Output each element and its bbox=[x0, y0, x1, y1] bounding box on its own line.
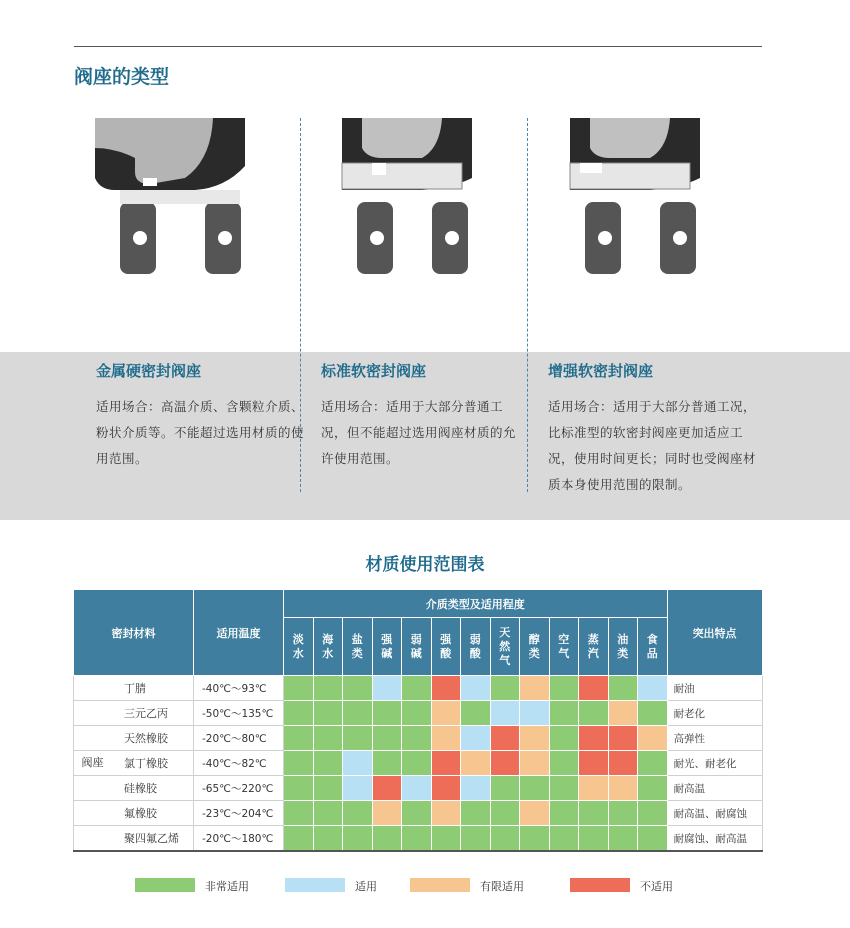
suitability-cell bbox=[638, 676, 668, 701]
suitability-cell bbox=[579, 751, 609, 776]
suitability-cell bbox=[402, 676, 432, 701]
suitability-cell bbox=[490, 776, 520, 801]
header-media-4 bbox=[402, 618, 432, 676]
suitability-cell bbox=[549, 826, 579, 852]
feature-text: 耐老化 bbox=[667, 701, 762, 726]
standard-soft-seat-image bbox=[322, 118, 472, 274]
header-media-label: 强酸 bbox=[440, 632, 452, 660]
header-media-5 bbox=[431, 618, 461, 676]
suitability-cell bbox=[638, 701, 668, 726]
material-name: 聚四氟乙烯 bbox=[74, 826, 194, 852]
suitability-cell bbox=[461, 726, 491, 751]
suitability-cell bbox=[579, 701, 609, 726]
suitability-cell bbox=[372, 726, 402, 751]
suitability-cell bbox=[579, 801, 609, 826]
material-name: 氯丁橡胶 bbox=[74, 751, 194, 776]
suitability-cell bbox=[490, 726, 520, 751]
suitability-cell bbox=[313, 701, 343, 726]
suitability-cell bbox=[402, 776, 432, 801]
suitability-cell bbox=[372, 751, 402, 776]
suitability-cell bbox=[431, 826, 461, 852]
suitability-cell bbox=[343, 751, 373, 776]
section-title: 阀座的类型 bbox=[74, 66, 170, 88]
header-media-9 bbox=[549, 618, 579, 676]
suitability-cell bbox=[372, 701, 402, 726]
material-range-table bbox=[73, 589, 763, 852]
suitability-cell bbox=[343, 826, 373, 852]
header-media-label: 空气 bbox=[558, 632, 570, 660]
header-media-label: 淡水 bbox=[292, 632, 304, 660]
suitability-cell bbox=[608, 826, 638, 852]
temperature-range: -23℃～204℃ bbox=[194, 801, 284, 826]
suitability-cell bbox=[579, 776, 609, 801]
suitability-cell bbox=[343, 776, 373, 801]
card-title-metal: 金属硬密封阀座 bbox=[96, 362, 202, 380]
header-media-6 bbox=[461, 618, 491, 676]
header-media-2 bbox=[343, 618, 373, 676]
legend-label: 非常适用 bbox=[205, 880, 249, 893]
header-material: 密封材料 bbox=[74, 590, 194, 676]
legend-label: 有限适用 bbox=[480, 880, 524, 893]
suitability-cell bbox=[431, 751, 461, 776]
suitability-cell bbox=[402, 726, 432, 751]
feature-text: 耐腐蚀、耐高温 bbox=[667, 826, 762, 852]
table-row bbox=[74, 726, 763, 751]
card-title-reinforced: 增强软密封阀座 bbox=[548, 362, 654, 380]
suitability-cell bbox=[549, 726, 579, 751]
metal-seat-image bbox=[95, 118, 245, 274]
suitability-cell bbox=[372, 826, 402, 852]
suitability-cell bbox=[549, 751, 579, 776]
legend-swatch bbox=[135, 878, 195, 892]
suitability-cell bbox=[284, 801, 314, 826]
suitability-cell bbox=[372, 776, 402, 801]
suitability-cell bbox=[313, 751, 343, 776]
suitability-cell bbox=[313, 826, 343, 852]
table-row bbox=[74, 751, 763, 776]
suitability-cell bbox=[520, 726, 550, 751]
suitability-cell bbox=[343, 701, 373, 726]
header-media-label: 盐类 bbox=[351, 632, 363, 660]
suitability-cell bbox=[549, 701, 579, 726]
suitability-cell bbox=[490, 676, 520, 701]
suitability-cell bbox=[284, 826, 314, 852]
suitability-cell bbox=[402, 701, 432, 726]
material-name: 丁腈 bbox=[74, 676, 194, 701]
material-name: 三元乙丙 bbox=[74, 701, 194, 726]
suitability-cell bbox=[313, 801, 343, 826]
feature-text: 耐光、耐老化 bbox=[667, 751, 762, 776]
suitability-cell bbox=[313, 726, 343, 751]
suitability-cell bbox=[638, 726, 668, 751]
temperature-range: -65℃～220℃ bbox=[194, 776, 284, 801]
header-media-label: 食品 bbox=[646, 632, 658, 660]
card-text-standard: 适用场合：适用于大部分普通工况，但不能超过选用阀座材质的允许使用范围。 bbox=[321, 399, 517, 466]
suitability-cell bbox=[431, 701, 461, 726]
material-name: 氟橡胶 bbox=[74, 801, 194, 826]
suitability-cell bbox=[284, 676, 314, 701]
legend-label: 适用 bbox=[355, 880, 377, 893]
suitability-cell bbox=[284, 776, 314, 801]
table-row bbox=[74, 676, 763, 701]
header-media-label: 天然气 bbox=[499, 625, 511, 667]
suitability-cell bbox=[520, 676, 550, 701]
suitability-cell bbox=[313, 776, 343, 801]
suitability-cell bbox=[549, 676, 579, 701]
suitability-cell bbox=[520, 801, 550, 826]
suitability-cell bbox=[343, 676, 373, 701]
table-row bbox=[74, 701, 763, 726]
suitability-cell bbox=[520, 751, 550, 776]
header-media-label: 强碱 bbox=[381, 632, 393, 660]
feature-text: 耐高温 bbox=[667, 776, 762, 801]
suitability-cell bbox=[372, 801, 402, 826]
header-media-1 bbox=[313, 618, 343, 676]
suitability-cell bbox=[579, 826, 609, 852]
header-media-10 bbox=[579, 618, 609, 676]
legend-swatch bbox=[570, 878, 630, 892]
temperature-range: -20℃～180℃ bbox=[194, 826, 284, 852]
suitability-cell bbox=[490, 826, 520, 852]
suitability-cell bbox=[343, 726, 373, 751]
suitability-cell bbox=[579, 676, 609, 701]
suitability-cell bbox=[431, 776, 461, 801]
header-media-12 bbox=[638, 618, 668, 676]
header-media-label: 海水 bbox=[322, 632, 334, 660]
suitability-cell bbox=[461, 701, 491, 726]
suitability-cell bbox=[372, 676, 402, 701]
feature-text: 耐高温、耐腐蚀 bbox=[667, 801, 762, 826]
suitability-cell bbox=[638, 751, 668, 776]
suitability-cell bbox=[549, 801, 579, 826]
reinforced-soft-seat-image bbox=[550, 118, 700, 274]
legend bbox=[0, 878, 850, 894]
suitability-cell bbox=[638, 826, 668, 852]
suitability-cell bbox=[520, 701, 550, 726]
suitability-cell bbox=[549, 776, 579, 801]
temperature-range: -20℃～80℃ bbox=[194, 726, 284, 751]
suitability-cell bbox=[461, 751, 491, 776]
header-media-group: 介质类型及适用程度 bbox=[284, 590, 668, 618]
header-media-11 bbox=[608, 618, 638, 676]
material-name: 天然橡胶 bbox=[74, 726, 194, 751]
table-title: 材质使用范围表 bbox=[365, 555, 485, 575]
suitability-cell bbox=[608, 676, 638, 701]
suitability-cell bbox=[608, 701, 638, 726]
suitability-cell bbox=[638, 776, 668, 801]
suitability-cell bbox=[490, 701, 520, 726]
suitability-cell bbox=[461, 826, 491, 852]
suitability-cell bbox=[608, 726, 638, 751]
suitability-cell bbox=[461, 676, 491, 701]
table-row bbox=[74, 826, 763, 852]
suitability-cell bbox=[490, 751, 520, 776]
temperature-range: -50℃～135℃ bbox=[194, 701, 284, 726]
legend-label: 不适用 bbox=[640, 880, 673, 893]
header-feature: 突出特点 bbox=[667, 590, 762, 676]
card-title-standard: 标准软密封阀座 bbox=[321, 362, 427, 380]
table-row bbox=[74, 776, 763, 801]
card-divider bbox=[527, 118, 528, 492]
suitability-cell bbox=[402, 801, 432, 826]
row-group-label: 阀座 bbox=[81, 755, 104, 769]
header-media-3 bbox=[372, 618, 402, 676]
suitability-cell bbox=[313, 676, 343, 701]
feature-text: 耐油 bbox=[667, 676, 762, 701]
suitability-cell bbox=[638, 801, 668, 826]
header-media-label: 蒸汽 bbox=[587, 632, 599, 660]
suitability-cell bbox=[520, 826, 550, 852]
header-temp: 适用温度 bbox=[194, 590, 284, 676]
suitability-cell bbox=[461, 776, 491, 801]
suitability-cell bbox=[284, 701, 314, 726]
suitability-cell bbox=[461, 801, 491, 826]
suitability-cell bbox=[608, 776, 638, 801]
suitability-cell bbox=[608, 801, 638, 826]
header-media-label: 弱碱 bbox=[410, 632, 422, 660]
suitability-cell bbox=[343, 801, 373, 826]
card-text-reinforced: 适用场合：适用于大部分普通工况，比标准型的软密封阀座更加适应工况，使用时间更长；同时也受阀座材质本身使用范围的限制。 bbox=[548, 399, 757, 492]
table-row bbox=[74, 801, 763, 826]
suitability-cell bbox=[520, 776, 550, 801]
suitability-cell bbox=[608, 751, 638, 776]
header-media-label: 油类 bbox=[617, 632, 629, 660]
material-name: 硅橡胶 bbox=[74, 776, 194, 801]
header-media-7 bbox=[490, 618, 520, 676]
suitability-cell bbox=[490, 801, 520, 826]
suitability-cell bbox=[402, 751, 432, 776]
temperature-range: -40℃～93℃ bbox=[194, 676, 284, 701]
card-text-metal: 适用场合：高温介质、含颗粒介质、粉状介质等。不能超过选用材质的使用范围。 bbox=[96, 399, 305, 466]
header-media-8 bbox=[520, 618, 550, 676]
header-media-label: 弱酸 bbox=[469, 632, 481, 660]
suitability-cell bbox=[579, 726, 609, 751]
suitability-cell bbox=[402, 826, 432, 852]
top-rule bbox=[74, 46, 762, 47]
feature-text: 高弹性 bbox=[667, 726, 762, 751]
legend-swatch bbox=[285, 878, 345, 892]
temperature-range: -40℃～82℃ bbox=[194, 751, 284, 776]
legend-swatch bbox=[410, 878, 470, 892]
header-media-0 bbox=[284, 618, 314, 676]
suitability-cell bbox=[431, 801, 461, 826]
suitability-cell bbox=[431, 726, 461, 751]
header-media-label: 醇类 bbox=[528, 632, 540, 660]
suitability-cell bbox=[284, 726, 314, 751]
suitability-cell bbox=[431, 676, 461, 701]
suitability-cell bbox=[284, 751, 314, 776]
